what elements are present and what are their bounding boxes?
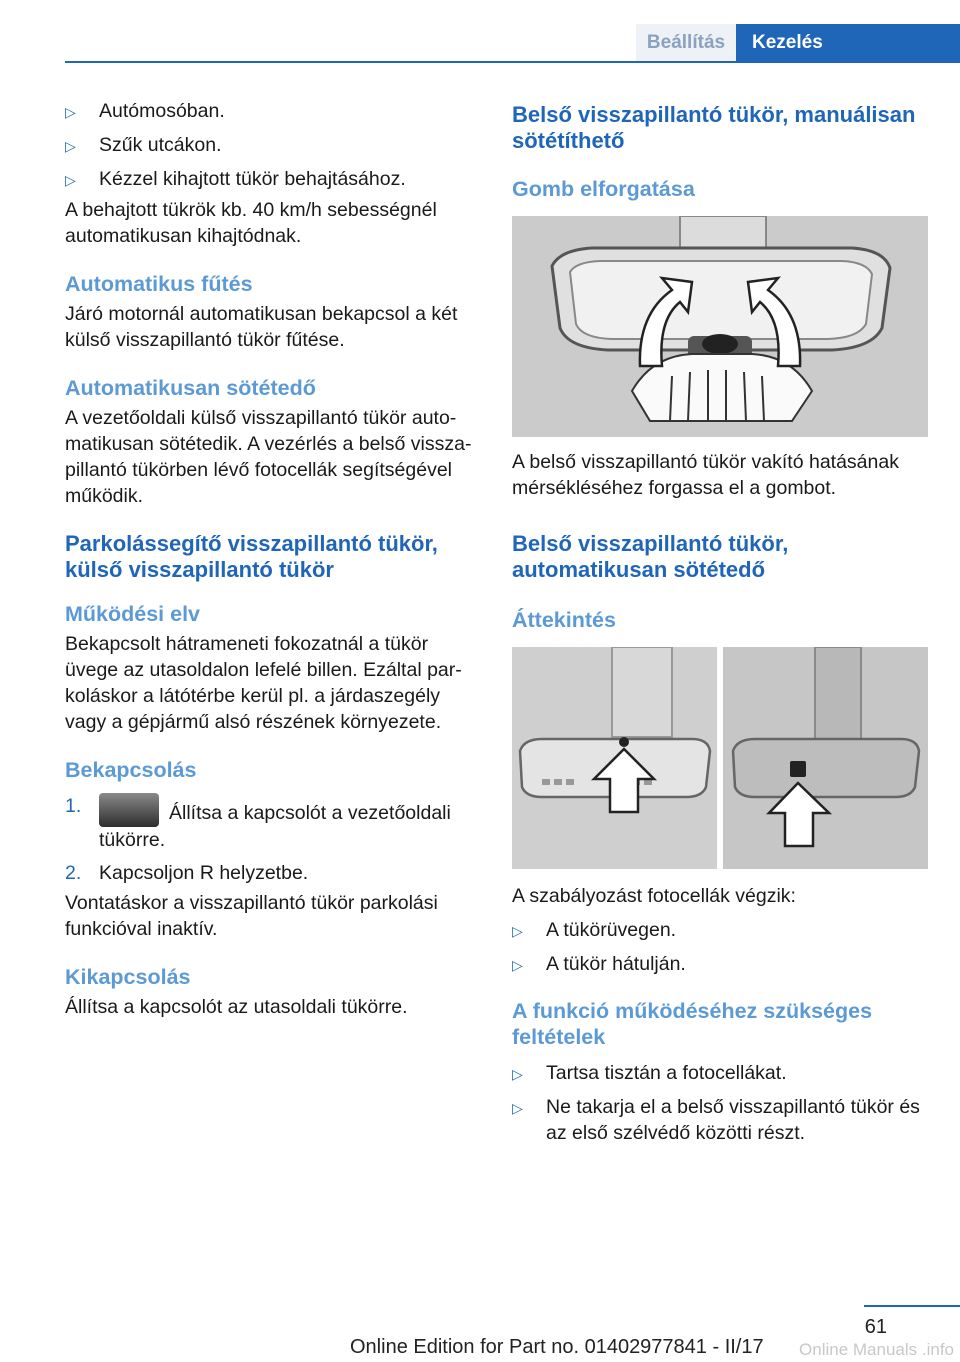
right-column [512, 102, 928, 1153]
triangle-bullet-icon: ▷ [65, 172, 76, 188]
caption-knob: A belső visszapillantó tükör vakító hatásának mérsékléséhez forgassa el a gombot. [512, 451, 899, 499]
paragraph-towing: Vontatáskor a visszapillantó tükör parkolási funkcióval inaktív. [65, 892, 438, 940]
watermark: Online Manuals .info [799, 1340, 954, 1359]
mirror-knob-illustration [512, 216, 928, 437]
mirror-knob-icon [512, 216, 928, 437]
paragraph-fold-out: A behajtott tükrök kb. 40 km/h sebességnél automatikusan kihajtódnak. [65, 199, 437, 247]
header-rule [65, 61, 960, 63]
paragraph-control: A szabályozást fotocellák végzik: [512, 885, 796, 907]
footer-rule [864, 1305, 960, 1307]
step-item: 2. Kapcsoljon R helyzetbe. [65, 862, 309, 884]
edition-footer: Online Edition for Part no. 01402977841 - II/17 [350, 1336, 764, 1358]
list-item: ▷ Autómosóban. [65, 98, 480, 125]
paragraph-switch-off: Állítsa a kapcsolót az utasoldali tükörre. [65, 996, 408, 1018]
tab-kezeles[interactable]: Kezelés [736, 24, 960, 61]
list-item: ▷ Ne takarja el a belső visszapillantó tükör és az első szélvédő közötti részt. [512, 1096, 920, 1144]
step-item: 1. Állítsa a kapcsolót a vezetőoldali tükörre. [65, 795, 451, 851]
triangle-bullet-icon: ▷ [512, 957, 523, 973]
triangle-bullet-icon: ▷ [65, 104, 76, 120]
heading-switch-on: Bekapcsolás [65, 758, 197, 782]
triangle-bullet-icon: ▷ [65, 138, 76, 154]
list-item: ▷ A tükörüvegen. [512, 917, 928, 944]
mirror-back-photo [723, 647, 928, 869]
list-item: ▷ Tartsa tisztán a fotocellákat. [512, 1060, 928, 1087]
tab-beallitas[interactable]: Beállítás [636, 24, 736, 61]
heading-principle: Működési elv [65, 602, 201, 626]
mirror-front-photo [512, 647, 717, 869]
page-header [0, 0, 960, 62]
paragraph-principle: Bekapcsolt hátrameneti fokozatnál a tükör üvege az utasoldalon lefelé billen. Ezáltal par-koláskor a látótérbe kerül pl. a járdaszegély vagy a gépjármű alsó részének környezete. [65, 633, 462, 733]
paragraph-heating: Járó motornál automatikusan bekapcsol a két külső visszapillantó tükör fűtése. [65, 303, 458, 351]
heading-conditions: A funkció működéséhez szükséges feltételek [512, 999, 873, 1049]
list-item: ▷ A tükör hátulján. [512, 951, 928, 978]
heading-parking-mirror: Parkolássegítő visszapillantó tükör, külső visszapillantó tükör [65, 531, 438, 582]
heading-auto-dimming: Automatikusan sötétedő [65, 376, 316, 400]
list-item: ▷ Kézzel kihajtott tükör behajtásához. [65, 166, 480, 193]
triangle-bullet-icon: ▷ [512, 923, 523, 939]
heading-automatic-heating: Automatikus fűtés [65, 272, 253, 296]
mirror-front-icon [512, 647, 717, 869]
heading-manual-dimming: Belső visszapillantó tükör, manuálisan sötétíthető [512, 102, 916, 153]
heading-rotate-knob: Gomb elforgatása [512, 177, 695, 201]
mirror-back-icon [723, 647, 928, 869]
paragraph-dimming: A vezetőoldali külső visszapillantó tükör auto-matikusan sötétedik. A vezérlés a belső vissza-pillantó tükörben lévő fotocellák segítségével működik. [65, 407, 472, 507]
mirror-switch-button-icon [99, 793, 159, 827]
heading-switch-off: Kikapcsolás [65, 965, 191, 989]
triangle-bullet-icon: ▷ [512, 1066, 523, 1082]
heading-overview: Áttekintés [512, 608, 616, 632]
photocell-illustrations [512, 647, 928, 869]
heading-auto-dimming-interior: Belső visszapillantó tükör, automatikusan sötétedő [512, 531, 789, 582]
left-column [65, 98, 480, 1020]
list-item: ▷ Szűk utcákon. [65, 132, 480, 159]
page-number: 61 [864, 1316, 887, 1338]
triangle-bullet-icon: ▷ [512, 1100, 523, 1116]
